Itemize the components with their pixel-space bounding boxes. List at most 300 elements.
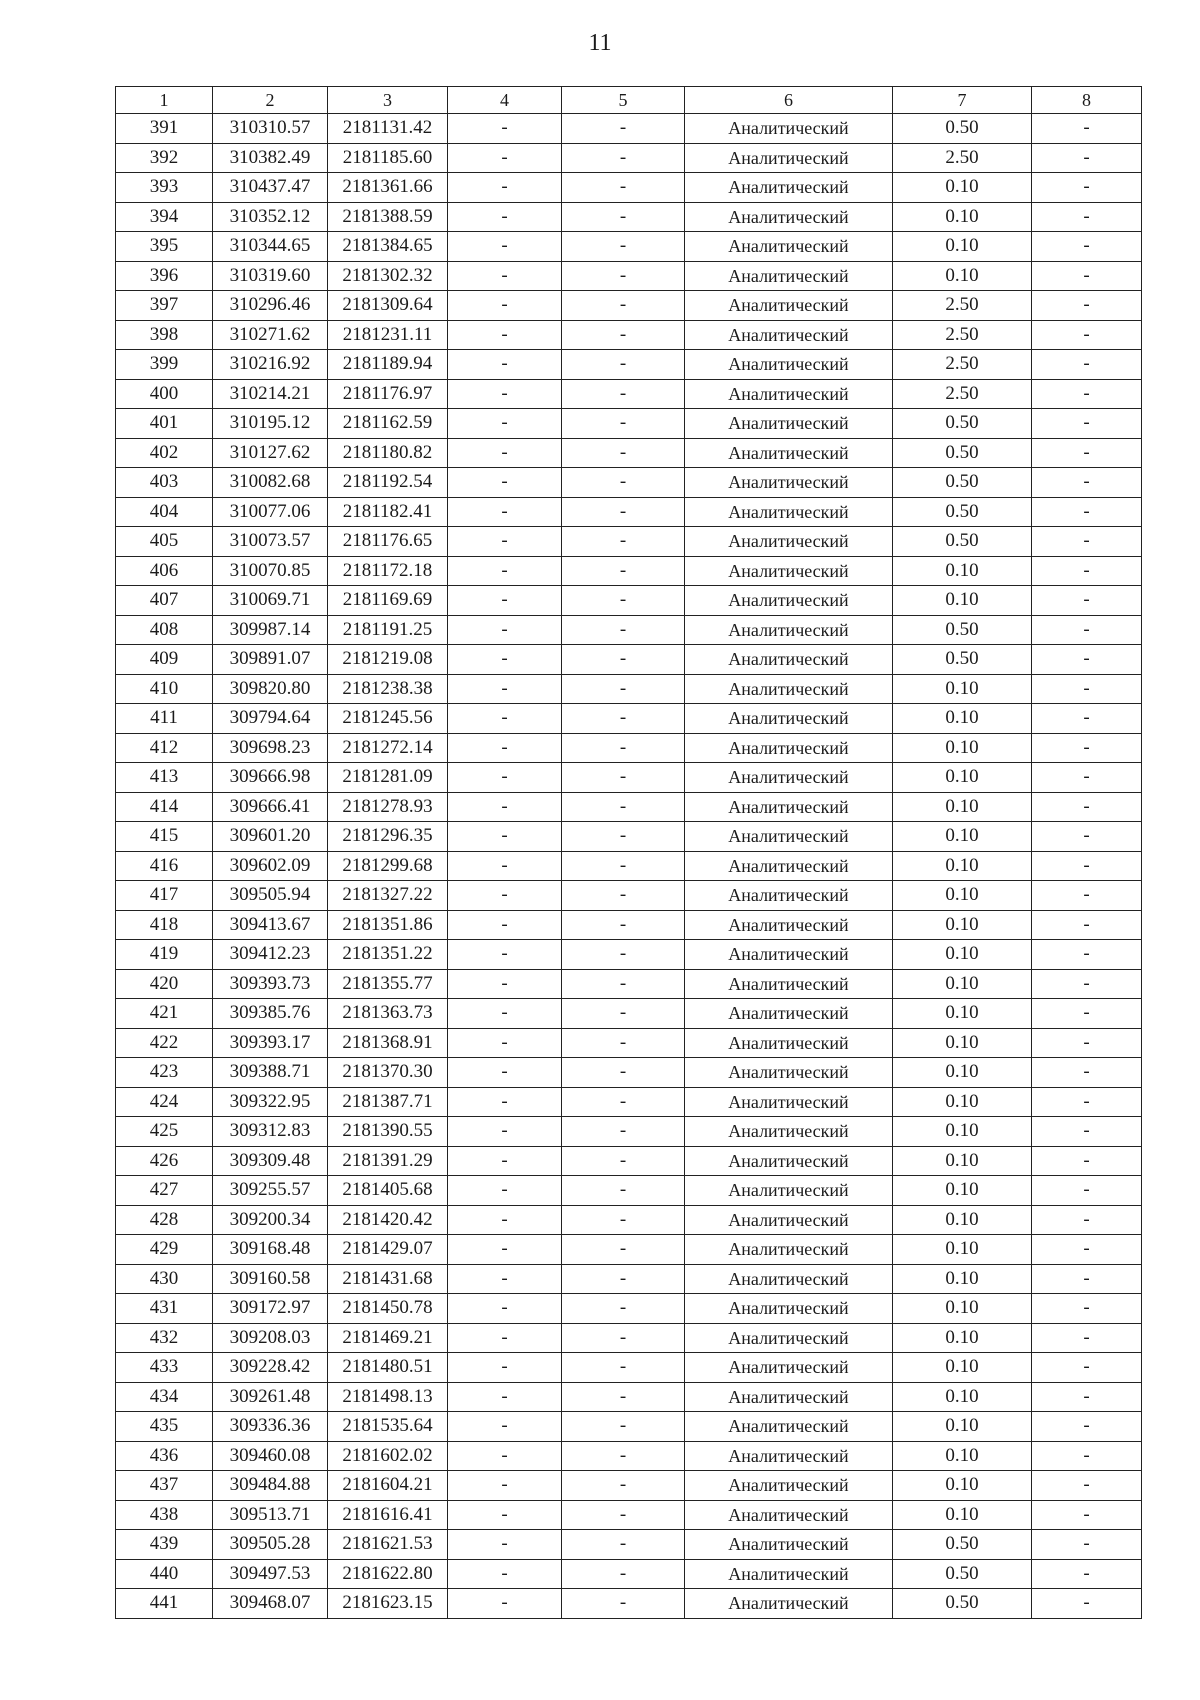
method-cell: Аналитический xyxy=(685,556,893,586)
point-number-cell: 408 xyxy=(116,615,213,645)
col8-cell: - xyxy=(1032,1264,1142,1294)
accuracy-cell: 0.10 xyxy=(893,910,1032,940)
col5-cell: - xyxy=(562,704,685,734)
method-cell: Аналитический xyxy=(685,851,893,881)
accuracy-cell: 0.10 xyxy=(893,733,1032,763)
x-coordinate-cell: 309460.08 xyxy=(213,1441,328,1471)
col4-cell: - xyxy=(448,910,562,940)
x-coordinate-cell: 309666.98 xyxy=(213,763,328,793)
y-coordinate-cell: 2181391.29 xyxy=(328,1146,448,1176)
point-number-cell: 423 xyxy=(116,1058,213,1088)
y-coordinate-cell: 2181384.65 xyxy=(328,232,448,262)
col8-cell: - xyxy=(1032,114,1142,144)
column-header: 1 xyxy=(116,87,213,114)
col4-cell: - xyxy=(448,379,562,409)
x-coordinate-cell: 309891.07 xyxy=(213,645,328,675)
method-cell: Аналитический xyxy=(685,320,893,350)
y-coordinate-cell: 2181480.51 xyxy=(328,1353,448,1383)
page-number: 11 xyxy=(588,30,612,56)
accuracy-cell: 0.10 xyxy=(893,1294,1032,1324)
col4-cell: - xyxy=(448,615,562,645)
col4-cell: - xyxy=(448,527,562,557)
col8-cell: - xyxy=(1032,615,1142,645)
accuracy-cell: 0.10 xyxy=(893,173,1032,203)
col5-cell: - xyxy=(562,822,685,852)
y-coordinate-cell: 2181189.94 xyxy=(328,350,448,380)
col5-cell: - xyxy=(562,1176,685,1206)
col4-cell: - xyxy=(448,1500,562,1530)
col5-cell: - xyxy=(562,438,685,468)
point-number-cell: 411 xyxy=(116,704,213,734)
table-row xyxy=(116,1500,1142,1530)
table-row xyxy=(116,1235,1142,1265)
table-row xyxy=(116,1117,1142,1147)
col8-cell: - xyxy=(1032,1146,1142,1176)
accuracy-cell: 0.10 xyxy=(893,704,1032,734)
point-number-cell: 401 xyxy=(116,409,213,439)
method-cell: Аналитический xyxy=(685,704,893,734)
col8-cell: - xyxy=(1032,1323,1142,1353)
table-row xyxy=(116,261,1142,291)
col4-cell: - xyxy=(448,350,562,380)
point-number-cell: 431 xyxy=(116,1294,213,1324)
col8-cell: - xyxy=(1032,940,1142,970)
y-coordinate-cell: 2181281.09 xyxy=(328,763,448,793)
col5-cell: - xyxy=(562,674,685,704)
x-coordinate-cell: 309413.67 xyxy=(213,910,328,940)
col5-cell: - xyxy=(562,586,685,616)
col8-cell: - xyxy=(1032,232,1142,262)
x-coordinate-cell: 309505.94 xyxy=(213,881,328,911)
accuracy-cell: 0.10 xyxy=(893,822,1032,852)
x-coordinate-cell: 309602.09 xyxy=(213,851,328,881)
col8-cell: - xyxy=(1032,1087,1142,1117)
point-number-cell: 440 xyxy=(116,1559,213,1589)
method-cell: Аналитический xyxy=(685,438,893,468)
table-row xyxy=(116,1264,1142,1294)
accuracy-cell: 0.10 xyxy=(893,1028,1032,1058)
y-coordinate-cell: 2181296.35 xyxy=(328,822,448,852)
accuracy-cell: 0.10 xyxy=(893,851,1032,881)
accuracy-cell: 0.10 xyxy=(893,1412,1032,1442)
col4-cell: - xyxy=(448,1264,562,1294)
table-row xyxy=(116,615,1142,645)
col4-cell: - xyxy=(448,1471,562,1501)
col8-cell: - xyxy=(1032,143,1142,173)
col5-cell: - xyxy=(562,733,685,763)
col4-cell: - xyxy=(448,822,562,852)
col5-cell: - xyxy=(562,468,685,498)
table-row xyxy=(116,143,1142,173)
table-row xyxy=(116,1323,1142,1353)
col8-cell: - xyxy=(1032,527,1142,557)
point-number-cell: 434 xyxy=(116,1382,213,1412)
method-cell: Аналитический xyxy=(685,1323,893,1353)
accuracy-cell: 0.50 xyxy=(893,468,1032,498)
y-coordinate-cell: 2181327.22 xyxy=(328,881,448,911)
accuracy-cell: 0.10 xyxy=(893,940,1032,970)
point-number-cell: 407 xyxy=(116,586,213,616)
col8-cell: - xyxy=(1032,173,1142,203)
x-coordinate-cell: 309388.71 xyxy=(213,1058,328,1088)
col5-cell: - xyxy=(562,1264,685,1294)
table-row xyxy=(116,881,1142,911)
x-coordinate-cell: 310082.68 xyxy=(213,468,328,498)
x-coordinate-cell: 309666.41 xyxy=(213,792,328,822)
point-number-cell: 435 xyxy=(116,1412,213,1442)
table-row xyxy=(116,379,1142,409)
y-coordinate-cell: 2181245.56 xyxy=(328,704,448,734)
accuracy-cell: 0.10 xyxy=(893,1441,1032,1471)
point-number-cell: 420 xyxy=(116,969,213,999)
point-number-cell: 404 xyxy=(116,497,213,527)
col5-cell: - xyxy=(562,1058,685,1088)
method-cell: Аналитический xyxy=(685,674,893,704)
col8-cell: - xyxy=(1032,1176,1142,1206)
table-row xyxy=(116,1559,1142,1589)
col8-cell: - xyxy=(1032,586,1142,616)
table-row xyxy=(116,999,1142,1029)
x-coordinate-cell: 309255.57 xyxy=(213,1176,328,1206)
point-number-cell: 415 xyxy=(116,822,213,852)
col4-cell: - xyxy=(448,1559,562,1589)
y-coordinate-cell: 2181623.15 xyxy=(328,1589,448,1619)
table-row xyxy=(116,940,1142,970)
method-cell: Аналитический xyxy=(685,379,893,409)
method-cell: Аналитический xyxy=(685,999,893,1029)
method-cell: Аналитический xyxy=(685,1559,893,1589)
column-header: 6 xyxy=(685,87,893,114)
point-number-cell: 394 xyxy=(116,202,213,232)
y-coordinate-cell: 2181621.53 xyxy=(328,1530,448,1560)
col5-cell: - xyxy=(562,1146,685,1176)
table-row xyxy=(116,969,1142,999)
x-coordinate-cell: 310319.60 xyxy=(213,261,328,291)
point-number-cell: 426 xyxy=(116,1146,213,1176)
col5-cell: - xyxy=(562,1235,685,1265)
accuracy-cell: 2.50 xyxy=(893,320,1032,350)
table-row xyxy=(116,1382,1142,1412)
x-coordinate-cell: 309468.07 xyxy=(213,1589,328,1619)
accuracy-cell: 2.50 xyxy=(893,143,1032,173)
col4-cell: - xyxy=(448,1589,562,1619)
method-cell: Аналитический xyxy=(685,1205,893,1235)
accuracy-cell: 0.10 xyxy=(893,1353,1032,1383)
column-header: 8 xyxy=(1032,87,1142,114)
x-coordinate-cell: 309160.58 xyxy=(213,1264,328,1294)
x-coordinate-cell: 310195.12 xyxy=(213,409,328,439)
point-number-cell: 393 xyxy=(116,173,213,203)
method-cell: Аналитический xyxy=(685,822,893,852)
x-coordinate-cell: 309208.03 xyxy=(213,1323,328,1353)
col5-cell: - xyxy=(562,1294,685,1324)
table-row xyxy=(116,1058,1142,1088)
accuracy-cell: 0.10 xyxy=(893,674,1032,704)
col4-cell: - xyxy=(448,291,562,321)
table-row xyxy=(116,114,1142,144)
method-cell: Аналитический xyxy=(685,1058,893,1088)
point-number-cell: 399 xyxy=(116,350,213,380)
col4-cell: - xyxy=(448,733,562,763)
y-coordinate-cell: 2181191.25 xyxy=(328,615,448,645)
x-coordinate-cell: 309393.73 xyxy=(213,969,328,999)
point-number-cell: 437 xyxy=(116,1471,213,1501)
table-row xyxy=(116,645,1142,675)
method-cell: Аналитический xyxy=(685,1028,893,1058)
y-coordinate-cell: 2181272.14 xyxy=(328,733,448,763)
x-coordinate-cell: 309513.71 xyxy=(213,1500,328,1530)
point-number-cell: 436 xyxy=(116,1441,213,1471)
col4-cell: - xyxy=(448,320,562,350)
accuracy-cell: 0.10 xyxy=(893,1382,1032,1412)
col5-cell: - xyxy=(562,940,685,970)
point-number-cell: 422 xyxy=(116,1028,213,1058)
accuracy-cell: 0.50 xyxy=(893,1589,1032,1619)
accuracy-cell: 0.50 xyxy=(893,409,1032,439)
table-row xyxy=(116,1412,1142,1442)
x-coordinate-cell: 309505.28 xyxy=(213,1530,328,1560)
x-coordinate-cell: 310077.06 xyxy=(213,497,328,527)
col8-cell: - xyxy=(1032,1441,1142,1471)
y-coordinate-cell: 2181219.08 xyxy=(328,645,448,675)
table-row xyxy=(116,527,1142,557)
y-coordinate-cell: 2181616.41 xyxy=(328,1500,448,1530)
col4-cell: - xyxy=(448,586,562,616)
x-coordinate-cell: 309200.34 xyxy=(213,1205,328,1235)
col5-cell: - xyxy=(562,173,685,203)
accuracy-cell: 0.10 xyxy=(893,999,1032,1029)
point-number-cell: 405 xyxy=(116,527,213,557)
table-row xyxy=(116,1589,1142,1619)
method-cell: Аналитический xyxy=(685,733,893,763)
y-coordinate-cell: 2181602.02 xyxy=(328,1441,448,1471)
method-cell: Аналитический xyxy=(685,881,893,911)
point-number-cell: 424 xyxy=(116,1087,213,1117)
col8-cell: - xyxy=(1032,1589,1142,1619)
col4-cell: - xyxy=(448,261,562,291)
x-coordinate-cell: 309412.23 xyxy=(213,940,328,970)
point-number-cell: 400 xyxy=(116,379,213,409)
col8-cell: - xyxy=(1032,674,1142,704)
col8-cell: - xyxy=(1032,999,1142,1029)
col8-cell: - xyxy=(1032,379,1142,409)
table-row xyxy=(116,1205,1142,1235)
col8-cell: - xyxy=(1032,556,1142,586)
point-number-cell: 438 xyxy=(116,1500,213,1530)
col8-cell: - xyxy=(1032,851,1142,881)
x-coordinate-cell: 310271.62 xyxy=(213,320,328,350)
col4-cell: - xyxy=(448,1235,562,1265)
point-number-cell: 441 xyxy=(116,1589,213,1619)
table-header-row xyxy=(116,87,1142,114)
col4-cell: - xyxy=(448,763,562,793)
accuracy-cell: 0.10 xyxy=(893,763,1032,793)
method-cell: Аналитический xyxy=(685,1589,893,1619)
method-cell: Аналитический xyxy=(685,615,893,645)
y-coordinate-cell: 2181622.80 xyxy=(328,1559,448,1589)
col4-cell: - xyxy=(448,1441,562,1471)
col8-cell: - xyxy=(1032,409,1142,439)
col5-cell: - xyxy=(562,1530,685,1560)
col4-cell: - xyxy=(448,468,562,498)
col4-cell: - xyxy=(448,792,562,822)
point-number-cell: 392 xyxy=(116,143,213,173)
x-coordinate-cell: 310069.71 xyxy=(213,586,328,616)
x-coordinate-cell: 310344.65 xyxy=(213,232,328,262)
y-coordinate-cell: 2181387.71 xyxy=(328,1087,448,1117)
column-header: 4 xyxy=(448,87,562,114)
y-coordinate-cell: 2181405.68 xyxy=(328,1176,448,1206)
point-number-cell: 412 xyxy=(116,733,213,763)
x-coordinate-cell: 309172.97 xyxy=(213,1294,328,1324)
col4-cell: - xyxy=(448,1323,562,1353)
col5-cell: - xyxy=(562,379,685,409)
y-coordinate-cell: 2181363.73 xyxy=(328,999,448,1029)
table-row xyxy=(116,468,1142,498)
method-cell: Аналитический xyxy=(685,969,893,999)
accuracy-cell: 0.50 xyxy=(893,497,1032,527)
col5-cell: - xyxy=(562,202,685,232)
col4-cell: - xyxy=(448,1353,562,1383)
table-row xyxy=(116,1028,1142,1058)
col5-cell: - xyxy=(562,261,685,291)
method-cell: Аналитический xyxy=(685,1382,893,1412)
col5-cell: - xyxy=(562,527,685,557)
method-cell: Аналитический xyxy=(685,143,893,173)
x-coordinate-cell: 309484.88 xyxy=(213,1471,328,1501)
point-number-cell: 406 xyxy=(116,556,213,586)
table-row xyxy=(116,350,1142,380)
accuracy-cell: 0.10 xyxy=(893,1500,1032,1530)
accuracy-cell: 0.10 xyxy=(893,1323,1032,1353)
accuracy-cell: 0.10 xyxy=(893,1117,1032,1147)
column-header: 3 xyxy=(328,87,448,114)
accuracy-cell: 0.10 xyxy=(893,881,1032,911)
col5-cell: - xyxy=(562,409,685,439)
point-number-cell: 419 xyxy=(116,940,213,970)
point-number-cell: 430 xyxy=(116,1264,213,1294)
col4-cell: - xyxy=(448,1176,562,1206)
x-coordinate-cell: 309336.36 xyxy=(213,1412,328,1442)
table-row xyxy=(116,497,1142,527)
table-row xyxy=(116,232,1142,262)
col5-cell: - xyxy=(562,320,685,350)
point-number-cell: 410 xyxy=(116,674,213,704)
table-row xyxy=(116,291,1142,321)
table-body xyxy=(116,114,1142,1619)
col8-cell: - xyxy=(1032,202,1142,232)
accuracy-cell: 2.50 xyxy=(893,291,1032,321)
method-cell: Аналитический xyxy=(685,1441,893,1471)
x-coordinate-cell: 310127.62 xyxy=(213,438,328,468)
x-coordinate-cell: 309698.23 xyxy=(213,733,328,763)
col8-cell: - xyxy=(1032,1235,1142,1265)
accuracy-cell: 2.50 xyxy=(893,379,1032,409)
x-coordinate-cell: 309322.95 xyxy=(213,1087,328,1117)
table-row xyxy=(116,733,1142,763)
col5-cell: - xyxy=(562,1589,685,1619)
col4-cell: - xyxy=(448,409,562,439)
col8-cell: - xyxy=(1032,1117,1142,1147)
col5-cell: - xyxy=(562,881,685,911)
column-header: 7 xyxy=(893,87,1032,114)
col4-cell: - xyxy=(448,1530,562,1560)
table-row xyxy=(116,704,1142,734)
col4-cell: - xyxy=(448,1412,562,1442)
x-coordinate-cell: 310352.12 xyxy=(213,202,328,232)
y-coordinate-cell: 2181498.13 xyxy=(328,1382,448,1412)
accuracy-cell: 0.10 xyxy=(893,1176,1032,1206)
col4-cell: - xyxy=(448,704,562,734)
point-number-cell: 432 xyxy=(116,1323,213,1353)
point-number-cell: 413 xyxy=(116,763,213,793)
method-cell: Аналитический xyxy=(685,409,893,439)
col4-cell: - xyxy=(448,143,562,173)
col4-cell: - xyxy=(448,1294,562,1324)
column-header: 2 xyxy=(213,87,328,114)
col8-cell: - xyxy=(1032,1471,1142,1501)
table-row xyxy=(116,556,1142,586)
y-coordinate-cell: 2181131.42 xyxy=(328,114,448,144)
col4-cell: - xyxy=(448,497,562,527)
y-coordinate-cell: 2181420.42 xyxy=(328,1205,448,1235)
method-cell: Аналитический xyxy=(685,1294,893,1324)
y-coordinate-cell: 2181370.30 xyxy=(328,1058,448,1088)
accuracy-cell: 0.50 xyxy=(893,1559,1032,1589)
accuracy-cell: 0.10 xyxy=(893,586,1032,616)
accuracy-cell: 0.10 xyxy=(893,1146,1032,1176)
y-coordinate-cell: 2181469.21 xyxy=(328,1323,448,1353)
x-coordinate-cell: 310382.49 xyxy=(213,143,328,173)
col4-cell: - xyxy=(448,645,562,675)
method-cell: Аналитический xyxy=(685,1412,893,1442)
col4-cell: - xyxy=(448,851,562,881)
method-cell: Аналитический xyxy=(685,350,893,380)
method-cell: Аналитический xyxy=(685,468,893,498)
y-coordinate-cell: 2181185.60 xyxy=(328,143,448,173)
col8-cell: - xyxy=(1032,1559,1142,1589)
table-row xyxy=(116,1087,1142,1117)
col5-cell: - xyxy=(562,1382,685,1412)
col4-cell: - xyxy=(448,674,562,704)
point-number-cell: 396 xyxy=(116,261,213,291)
col8-cell: - xyxy=(1032,1353,1142,1383)
coordinates-table xyxy=(115,86,1142,1619)
col4-cell: - xyxy=(448,1146,562,1176)
point-number-cell: 409 xyxy=(116,645,213,675)
method-cell: Аналитический xyxy=(685,527,893,557)
method-cell: Аналитический xyxy=(685,202,893,232)
col8-cell: - xyxy=(1032,320,1142,350)
x-coordinate-cell: 309820.80 xyxy=(213,674,328,704)
table-row xyxy=(116,1146,1142,1176)
x-coordinate-cell: 309987.14 xyxy=(213,615,328,645)
point-number-cell: 421 xyxy=(116,999,213,1029)
method-cell: Аналитический xyxy=(685,1353,893,1383)
method-cell: Аналитический xyxy=(685,261,893,291)
point-number-cell: 414 xyxy=(116,792,213,822)
col8-cell: - xyxy=(1032,1205,1142,1235)
x-coordinate-cell: 309261.48 xyxy=(213,1382,328,1412)
col5-cell: - xyxy=(562,1559,685,1589)
method-cell: Аналитический xyxy=(685,1146,893,1176)
accuracy-cell: 0.10 xyxy=(893,1235,1032,1265)
col8-cell: - xyxy=(1032,969,1142,999)
x-coordinate-cell: 310070.85 xyxy=(213,556,328,586)
method-cell: Аналитический xyxy=(685,1471,893,1501)
y-coordinate-cell: 2181278.93 xyxy=(328,792,448,822)
x-coordinate-cell: 309309.48 xyxy=(213,1146,328,1176)
